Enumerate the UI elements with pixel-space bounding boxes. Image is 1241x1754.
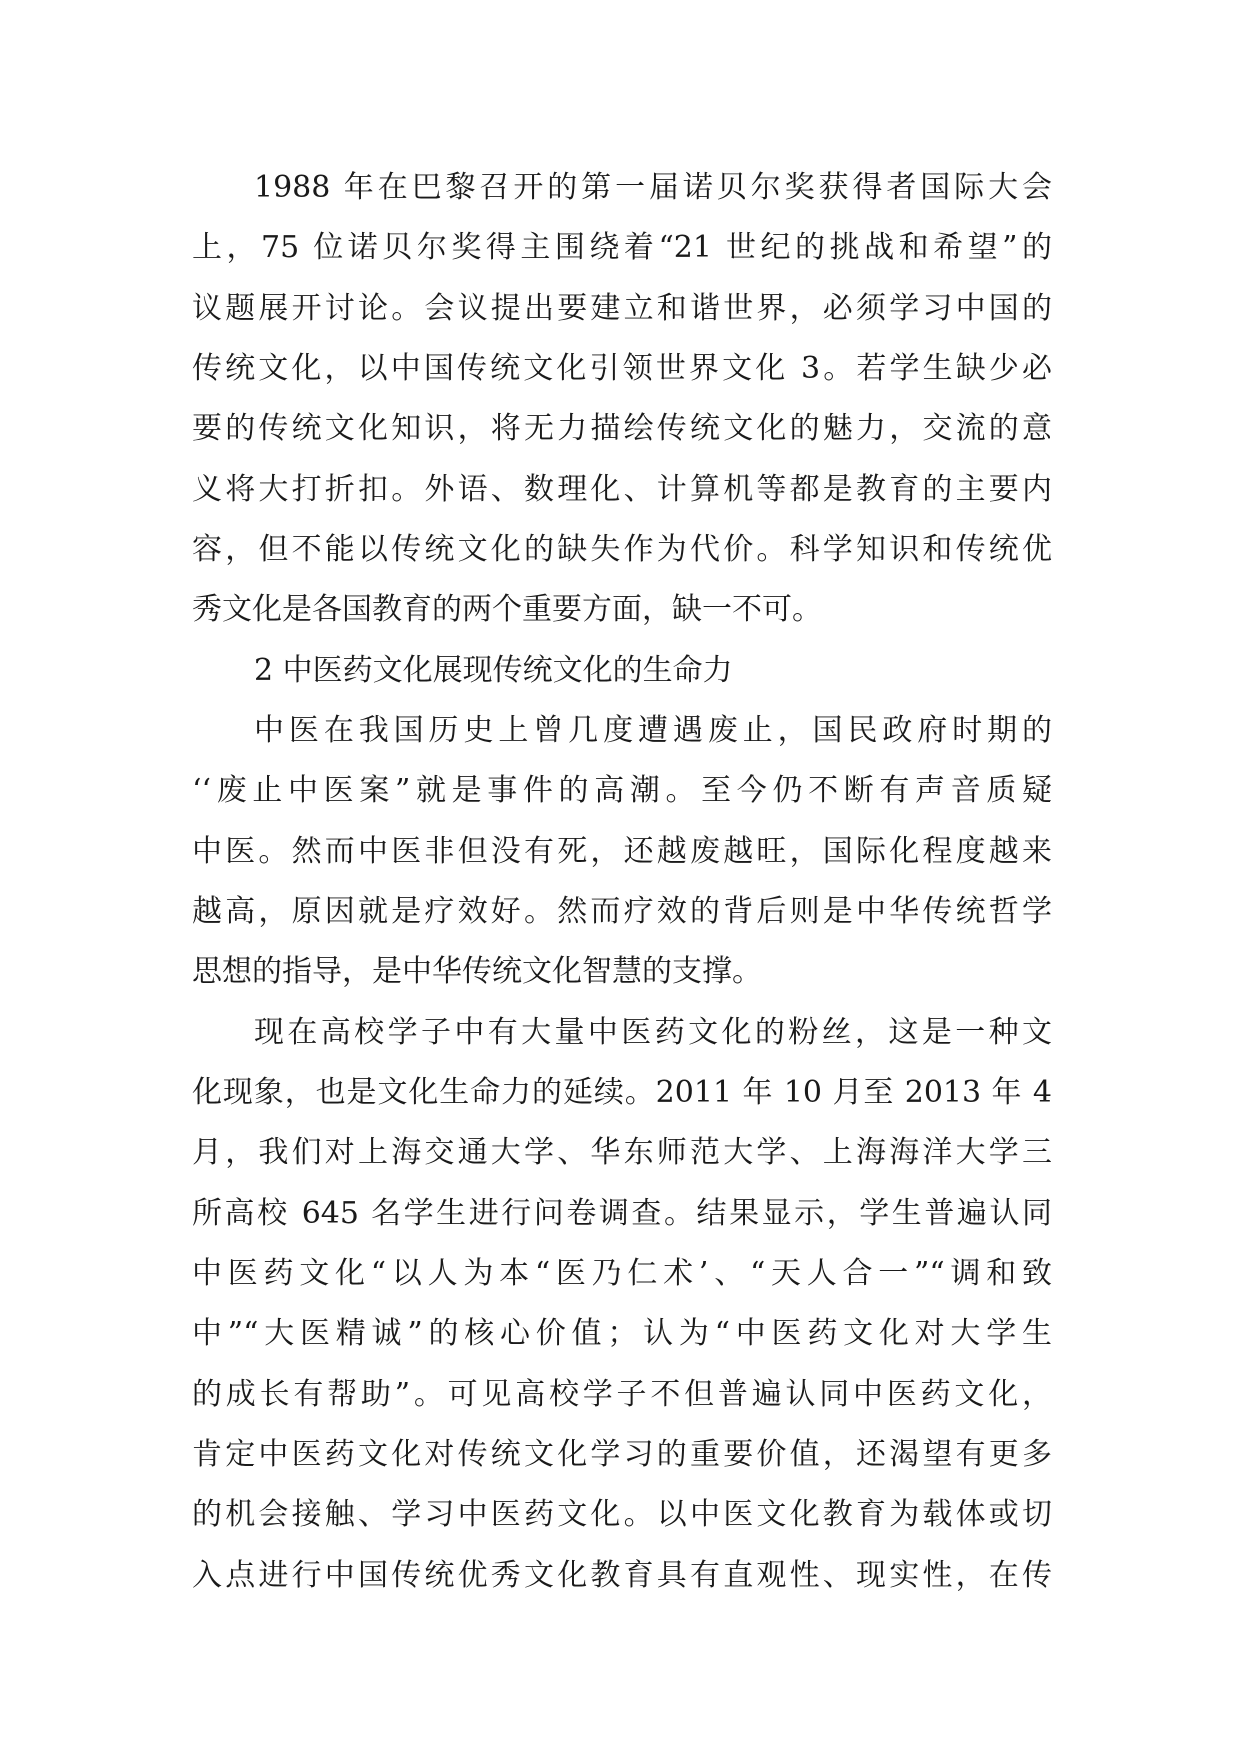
paragraph-2-line-5: 思想的指导，是中华传统文化智慧的支撑。 [192,954,762,989]
paragraph-3-line-2: 化现象，也是文化生命力的延续。2011 年 10 月至 2013 年 4 [192,1075,1052,1110]
paragraph-3-line-6: 中”“大医精诚”的核心价值；认为“中医药文化对大学生 [192,1316,1052,1351]
paragraph-1-line-8: 秀文化是各国教育的两个重要方面，缺一不可。 [192,592,822,627]
paragraph-1-line-4: 传统文化，以中国传统文化引领世界文化 3。若学生缺少必 [192,351,1052,386]
paragraph-2-line-2: ‘‘废止中医案”就是事件的高潮。至今仍不断有声音质疑 [192,773,1052,808]
paragraph-2-line-3: 中医。然而中医非但没有死，还越废越旺，国际化程度越来 [192,834,1052,869]
paragraph-2-line-1: 中医在我国历史上曾几度遭遇废止，国民政府时期的 [254,713,1052,748]
section-heading: 2 中医药文化展现传统文化的生命力 [254,653,733,688]
paragraph-3-line-1: 现在高校学子中有大量中医药文化的粉丝，这是一种文 [254,1015,1052,1050]
paragraph-3-line-3: 月，我们对上海交通大学、华东师范大学、上海海洋大学三 [192,1135,1052,1170]
paragraph-1-line-2: 上，75 位诺贝尔奖得主围绕着“21 世纪的挑战和希望”的 [192,230,1052,265]
paragraph-1-line-5: 要的传统文化知识，将无力描绘传统文化的魅力，交流的意 [192,411,1052,446]
paragraph-3-line-4: 所高校 645 名学生进行问卷调查。结果显示，学生普遍认同 [192,1196,1052,1231]
paragraph-3-line-9: 的机会接触、学习中医药文化。以中医文化教育为载体或切 [192,1497,1052,1532]
paragraph-3-line-8: 肯定中医药文化对传统文化学习的重要价值，还渴望有更多 [192,1437,1052,1472]
paragraph-3-line-10: 入点进行中国传统优秀文化教育具有直观性、现实性，在传 [192,1558,1052,1593]
paragraph-2-line-4: 越高，原因就是疗效好。然而疗效的背后则是中华传统哲学 [192,894,1052,929]
paragraph-1-line-3: 议题展开讨论。会议提出要建立和谐世界，必须学习中国的 [192,291,1052,326]
paragraph-3-line-7: 的成长有帮助”。可见高校学子不但普遍认同中医药文化， [192,1377,1052,1412]
paragraph-3-line-5: 中医药文化“以人为本“医乃仁术’、“天人合一”“调和致 [192,1256,1052,1291]
paragraph-1-line-6: 义将大打折扣。外语、数理化、计算机等都是教育的主要内 [192,472,1052,507]
paragraph-1-line-1: 1988 年在巴黎召开的第一届诺贝尔奖获得者国际大会 [254,170,1052,205]
paragraph-1-line-7: 容，但不能以传统文化的缺失作为代价。科学知识和传统优 [192,532,1052,567]
